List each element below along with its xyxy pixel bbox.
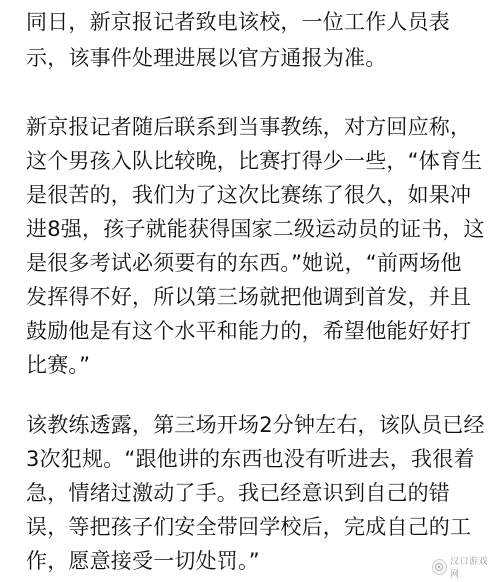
paragraph-2-line-7: 鼓励他是有这个水平和能力的，希望他能好好打 bbox=[26, 319, 472, 343]
watermark-text: 汉口游戏网 bbox=[449, 557, 488, 580]
paragraph-2-line-2: 这个男孩入队比较晚，比赛打得少一些，“体育生 bbox=[26, 149, 483, 173]
watermark bbox=[432, 557, 494, 580]
paragraph-2-line-6: 发挥得不好，所以第三场就把他调到首发，并且 bbox=[26, 285, 472, 309]
paragraph-2-line-4: 进8强，孩子就能获得国家二级运动员的证书，这 bbox=[26, 217, 485, 241]
paragraph-2-line-8: 比赛。” bbox=[26, 353, 91, 377]
paragraph-2-line-3: 是很苦的，我们为了这次比赛练了很久，如果冲 bbox=[26, 183, 472, 207]
paragraph-2-line-1: 新京报记者随后联系到当事教练，对方回应称， bbox=[26, 115, 472, 139]
paragraph-3-line-3: 急，情绪过激动了手。我已经意识到自己的错 bbox=[26, 481, 450, 505]
paragraph-3-line-4: 误，等把孩子们安全带回学校后，完成自己的工 bbox=[26, 515, 472, 539]
paragraph-1-line-1: 同日，新京报记者致电该校，一位工作人员表 bbox=[26, 10, 450, 34]
logo-icon bbox=[432, 559, 447, 575]
paragraph-2-line-5: 是很多考试必须要有的东西。”她说，“前两场他 bbox=[26, 251, 462, 275]
paragraph-3-line-1: 该教练透露，第三场开场2分钟左右，该队员已经 bbox=[26, 413, 485, 437]
paragraph-1-line-2: 示，该事件处理进展以官方通报为准。 bbox=[26, 46, 387, 70]
paragraph-3-line-2: 3次犯规。“跟他讲的东西也没有听进去，我很着 bbox=[26, 447, 475, 471]
paragraph-3-line-5: 作，愿意接受一切处罚。” bbox=[26, 549, 260, 573]
